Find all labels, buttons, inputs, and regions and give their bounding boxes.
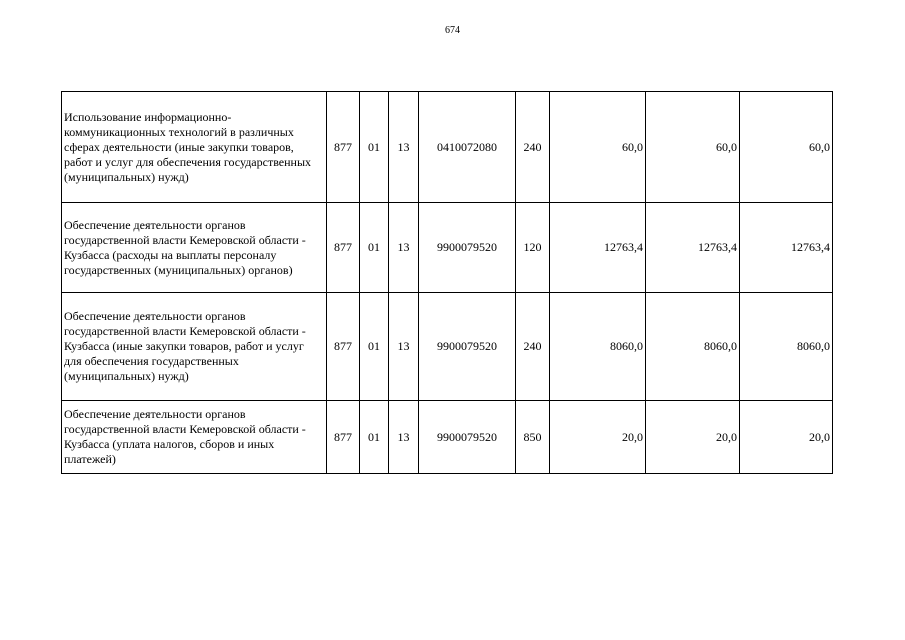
- expense-type-code: 240: [516, 92, 550, 203]
- amount-year2: 8060,0: [646, 293, 740, 401]
- expense-type-code: 850: [516, 401, 550, 474]
- row-description: Обеспечение деятельности органов государственной власти Кемеровской области - Кузбасса (иные закупки товаров, работ и услуг для обеспечения государственных (муниципальных) нужд): [62, 293, 327, 401]
- section-code: 01: [360, 401, 389, 474]
- table-row: [62, 401, 833, 474]
- amount-year2: 20,0: [646, 401, 740, 474]
- ministry-code: 877: [327, 293, 360, 401]
- subsection-code: 13: [389, 203, 419, 293]
- amount-year3: 8060,0: [740, 293, 833, 401]
- amount-year3: 60,0: [740, 92, 833, 203]
- table-row: [62, 203, 833, 293]
- target-article-code: 9900079520: [419, 203, 516, 293]
- target-article-code: 9900079520: [419, 401, 516, 474]
- amount-year1: 8060,0: [550, 293, 646, 401]
- expense-type-code: 240: [516, 293, 550, 401]
- section-code: 01: [360, 92, 389, 203]
- amount-year3: 12763,4: [740, 203, 833, 293]
- row-description: Обеспечение деятельности органов государственной власти Кемеровской области - Кузбасса (уплата налогов, сборов и иных платежей): [62, 401, 327, 474]
- budget-table: [61, 91, 833, 474]
- row-description: Использование информационно-коммуникационных технологий в различных сферах деятельности (иные закупки товаров, работ и услуг для обеспечения государственных (муниципальных) нужд): [62, 92, 327, 203]
- table-row: [62, 293, 833, 401]
- row-description: Обеспечение деятельности органов государственной власти Кемеровской области - Кузбасса (расходы на выплаты персоналу государственных (муниципальных) органов): [62, 203, 327, 293]
- target-article-code: 9900079520: [419, 293, 516, 401]
- table-row: [62, 92, 833, 203]
- amount-year1: 12763,4: [550, 203, 646, 293]
- amount-year2: 12763,4: [646, 203, 740, 293]
- amount-year1: 20,0: [550, 401, 646, 474]
- target-article-code: 0410072080: [419, 92, 516, 203]
- page-number: 674: [445, 25, 460, 36]
- section-code: 01: [360, 203, 389, 293]
- ministry-code: 877: [327, 92, 360, 203]
- subsection-code: 13: [389, 401, 419, 474]
- ministry-code: 877: [327, 401, 360, 474]
- amount-year1: 60,0: [550, 92, 646, 203]
- subsection-code: 13: [389, 293, 419, 401]
- expense-type-code: 120: [516, 203, 550, 293]
- section-code: 01: [360, 293, 389, 401]
- amount-year3: 20,0: [740, 401, 833, 474]
- ministry-code: 877: [327, 203, 360, 293]
- subsection-code: 13: [389, 92, 419, 203]
- amount-year2: 60,0: [646, 92, 740, 203]
